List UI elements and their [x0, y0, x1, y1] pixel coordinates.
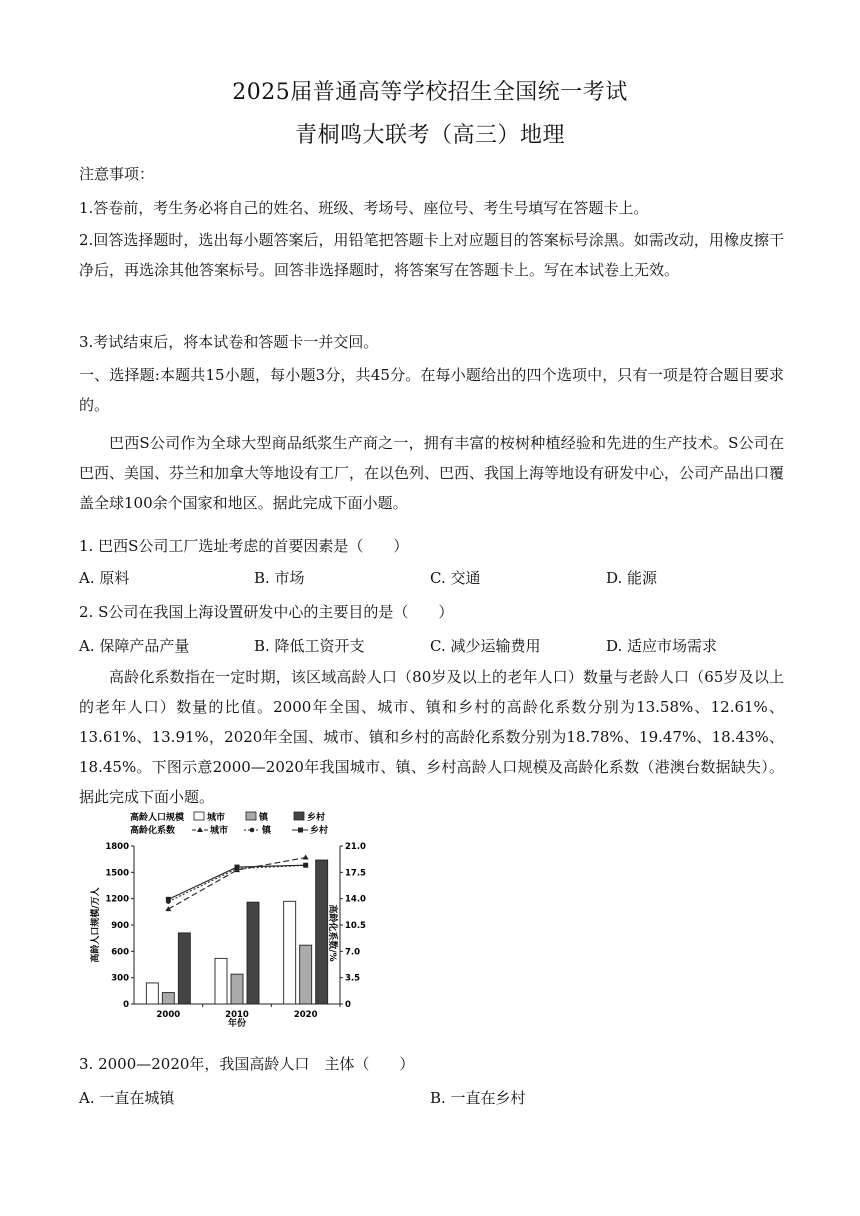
y2-tick-label: 17.5	[345, 868, 366, 879]
notice-heading: 注意事项：	[79, 165, 155, 183]
y2-tick-label: 10.5	[345, 921, 366, 931]
bar-镇-2000	[162, 993, 174, 1004]
y-tick-label: 0	[123, 1000, 129, 1010]
point-城市-2000	[165, 906, 171, 911]
legend-bar-town: 镇	[259, 813, 269, 823]
y-tick-label: 600	[111, 947, 129, 958]
notice-item-3: 3.考试结束后，将本试卷和答题卡一并交回。	[79, 333, 379, 351]
passage-2: 高龄化系数指在一定时期，该区域高龄人口（80岁及以上的老年人口）数量与老龄人口（65岁及以上的老年人口）数量的比值。2000年全国、城市、镇和乡村的高龄化系数分别为13.58%、12.61%、13.61%、13.91%，2020年全国、城市、镇和乡村的高龄化系数分别为18.78%、19.47%、18.43%、18.45%。下图示意2000—2020年我国城市、镇、乡村高龄人口规模及高龄化系数（港澳台数据缺失）。据此完成下面小题。	[79, 668, 784, 806]
y2-tick-label: 0	[345, 1000, 351, 1010]
option-b[interactable]: B. 市场	[254, 569, 305, 587]
option-a[interactable]: A. 原料	[79, 569, 130, 587]
option-c[interactable]: C. 交通	[430, 569, 481, 587]
option-d[interactable]: D. 适应市场需求	[606, 637, 718, 655]
question-2-stem: 2. S公司在我国上海设置研发中心的主要目的是（ ）	[79, 603, 454, 621]
legend-marker-city	[197, 827, 203, 832]
legend-marker-rural	[298, 828, 303, 833]
section-intro: 一、选择题:本题共15小题，每小题3分，共45分。在每小题给出的四个选项中，只有一项是符合题目要求的。	[79, 366, 784, 414]
elderly-population-chart	[86, 804, 366, 1029]
legend-line-title: 高龄化系数	[130, 826, 176, 836]
legend-swatch-town	[246, 812, 256, 820]
legend-line-city: 城市	[210, 826, 229, 836]
bar-乡村-2000	[178, 933, 190, 1004]
y2-tick-label: 7.0	[345, 947, 361, 958]
notice-item-1: 1.答卷前，考生务必将自己的姓名、班级、考场号、座位号、考生号填写在答题卡上。	[79, 199, 649, 217]
legend-line-rural: 乡村	[310, 826, 329, 836]
option-b[interactable]: B. 一直在乡村	[430, 1089, 526, 1107]
bar-镇-2010	[231, 974, 243, 1004]
question-3-stem: 3. 2000—2020年，我国高龄人口 主体（ ）	[79, 1055, 415, 1073]
legend-line-town: 镇	[262, 826, 272, 836]
chart-legend	[130, 811, 328, 836]
y-axis-label: 高龄人口规模/万人	[91, 887, 101, 963]
bar-城市-2000	[146, 983, 158, 1004]
bar-城市-2020	[284, 901, 296, 1004]
exam-subtitle: 青桐鸣大联考（高三）地理	[294, 123, 565, 148]
y-tick-label: 1800	[105, 842, 129, 852]
question-1-stem: 1. 巴西S公司工厂选址考虑的首要因素是（ ）	[79, 537, 409, 555]
legend-swatch-rural	[294, 812, 304, 820]
point-乡村-2000	[166, 897, 171, 902]
y2-tick-label: 21.0	[345, 842, 366, 852]
x-tick-label: 2000	[156, 1010, 181, 1020]
bar-镇-2020	[300, 945, 312, 1004]
legend-marker-town	[250, 828, 255, 833]
x-tick-label: 2020	[293, 1010, 318, 1020]
bar-乡村-2010	[247, 902, 259, 1004]
y-tick-label: 900	[111, 921, 129, 931]
legend-bar-city: 城市	[207, 813, 226, 823]
passage-1: 巴西S公司作为全球大型商品纸浆生产商之一，拥有丰富的桉树种植经验和先进的生产技术。S公司在巴西、美国、芬兰和加拿大等地设有工厂，在以色列、巴西、我国上海等地设有研发中心，公司产品出口覆盖全球100余个国家和地区。据此完成下面小题。	[79, 434, 785, 512]
legend-bar-title: 高龄人口规模	[130, 813, 185, 823]
y-tick-label: 300	[111, 973, 129, 984]
y2-tick-label: 3.5	[345, 973, 361, 984]
point-乡村-2020	[303, 863, 308, 868]
bar-乡村-2020	[316, 860, 328, 1004]
bar-城市-2010	[215, 958, 227, 1004]
y-tick-label: 1200	[105, 894, 129, 905]
point-乡村-2010	[235, 865, 240, 870]
exam-title: 2025届普通高等学校招生全国统一考试	[232, 80, 628, 105]
y2-tick-label: 14.0	[345, 894, 366, 905]
legend-bar-rural: 乡村	[307, 813, 326, 823]
option-a[interactable]: A. 保障产品产量	[79, 637, 190, 655]
y2-axis-label: 高龄化系数/%	[327, 904, 337, 962]
option-b[interactable]: B. 降低工资开支	[254, 637, 365, 655]
legend-swatch-city	[194, 812, 204, 820]
x-tick-label: 2010	[225, 1010, 249, 1020]
option-c[interactable]: C. 减少运输费用	[430, 637, 541, 655]
option-a[interactable]: A. 一直在城镇	[79, 1089, 175, 1107]
y-tick-label: 1500	[105, 868, 129, 879]
option-d[interactable]: D. 能源	[606, 569, 658, 587]
x-axis-label: 年份	[227, 1019, 247, 1029]
chart-bars	[146, 860, 327, 1004]
point-城市-2020	[303, 855, 309, 860]
notice-item-2: 2.回答选择题时，选出每小题答案后，用铅笔把答题卡上对应题目的答案标号涂黑。如需改动，用橡皮擦干净后，再选涂其他答案标号。回答非选择题时，将答案写在答题卡上。写在本试卷上无效。	[79, 231, 784, 279]
